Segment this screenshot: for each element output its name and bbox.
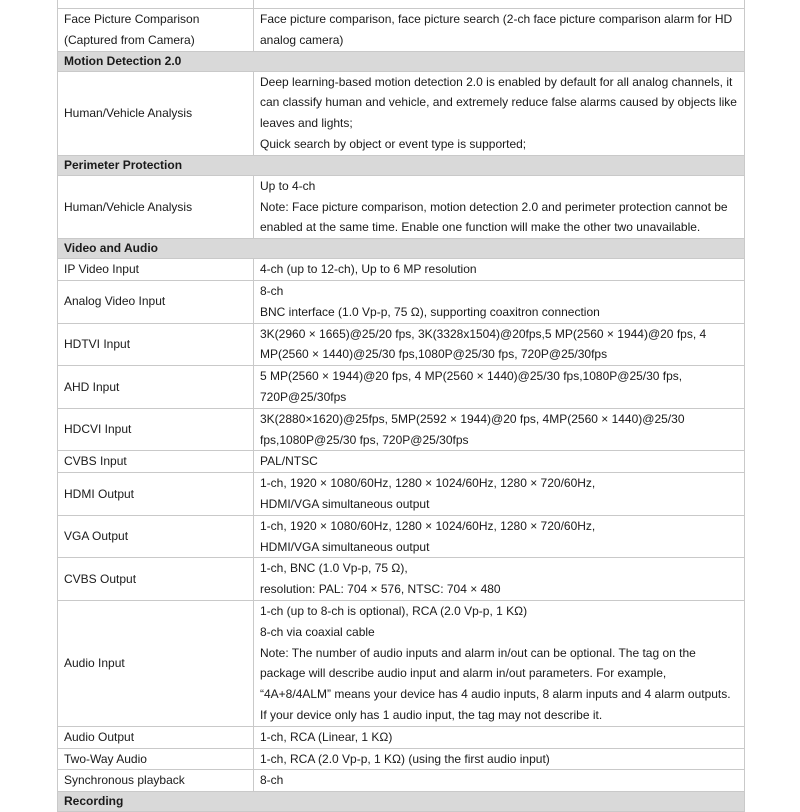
spec-value-line: 8-ch xyxy=(260,283,284,298)
spec-value xyxy=(254,0,745,9)
spec-row xyxy=(58,515,745,558)
spec-label: HDMI Output xyxy=(58,473,254,516)
spec-value-line: 5 MP(2560 × 1944)@20 fps, 4 MP(2560 × 1440)@25/30 fps,1080P@25/30 fps, 720P@25/30fps xyxy=(260,369,683,404)
spec-row xyxy=(58,71,745,155)
spec-label: Synchronous playback xyxy=(58,770,254,792)
spec-label: AHD Input xyxy=(58,366,254,409)
spec-value-line: 8-ch xyxy=(260,773,284,788)
section-header-row xyxy=(58,155,745,175)
spec-row xyxy=(58,451,745,473)
spec-value-line: Quick search by object or event type is supported; xyxy=(260,136,527,151)
spec-label: VGA Output xyxy=(58,515,254,558)
spec-value xyxy=(254,770,745,792)
spec-label: Audio Output xyxy=(58,726,254,748)
spec-value xyxy=(254,726,745,748)
spec-value xyxy=(254,259,745,281)
spec-value xyxy=(254,9,745,52)
section-header-row xyxy=(58,792,745,812)
spec-value-line: BNC interface (1.0 Vp-p, 75 Ω), supporting coaxitron connection xyxy=(260,304,600,319)
spec-value-line: 3K(2880×1620)@25fps, 5MP(2592 × 1944)@20 fps, 4MP(2560 × 1440)@25/30 fps,1080P@25/30 fps, 720P@25/30fps xyxy=(260,411,685,447)
spec-label xyxy=(58,0,254,9)
spec-value xyxy=(254,175,745,238)
spec-value-line: 1-ch, RCA (Linear, 1 KΩ) xyxy=(260,729,393,744)
spec-value-line: HDMI/VGA simultaneous output xyxy=(260,539,430,554)
spec-value xyxy=(254,366,745,409)
spec-row xyxy=(58,259,745,281)
spec-value-line: Note: The number of audio inputs and alarm in/out can be optional. The tag on the package will describe audio input and alarm in/out parameters. For example, “4A+8/4ALM” means your device has 4 audio inputs, 8 alarm inputs and 4 alarm outputs. If your device only has 1 audio input, the tag may not describe it. xyxy=(260,645,731,722)
spec-value xyxy=(254,451,745,473)
spec-value xyxy=(254,408,745,451)
spec-value xyxy=(254,748,745,770)
spec-label: Two-Way Audio xyxy=(58,748,254,770)
section-title: Recording xyxy=(58,792,745,812)
spec-value-line: resolution: PAL: 704 × 576, NTSC: 704 × 480 xyxy=(260,582,501,597)
spec-row xyxy=(58,323,745,366)
spec-value-line: PAL/NTSC xyxy=(260,454,318,469)
spec-value xyxy=(254,280,745,323)
spec-value-line: 1-ch, BNC (1.0 Vp-p, 75 Ω), xyxy=(260,561,408,576)
spec-label: Audio Input xyxy=(58,600,254,726)
section-header-row xyxy=(58,239,745,259)
spec-value xyxy=(254,558,745,601)
spec-row xyxy=(58,9,745,52)
spec-row xyxy=(58,770,745,792)
spec-value-line: 4-ch (up to 12-ch), Up to 6 MP resolution xyxy=(260,262,477,277)
section-title: Motion Detection 2.0 xyxy=(58,51,745,71)
section-title: Perimeter Protection xyxy=(58,155,745,175)
spec-label: HDCVI Input xyxy=(58,408,254,451)
spec-row xyxy=(58,175,745,238)
spec-row xyxy=(58,280,745,323)
spec-value-line: 1-ch (up to 8-ch is optional), RCA (2.0 Vp-p, 1 KΩ) xyxy=(260,603,528,618)
spec-label: Human/Vehicle Analysis xyxy=(58,175,254,238)
spec-value-line: HDMI/VGA simultaneous output xyxy=(260,496,430,511)
section-title: Video and Audio xyxy=(58,239,745,259)
spec-row xyxy=(58,366,745,409)
spec-value-line: 1-ch, 1920 × 1080/60Hz, 1280 × 1024/60Hz, 1280 × 720/60Hz, xyxy=(260,518,596,533)
spec-row xyxy=(58,558,745,601)
spec-value-line: 1-ch, 1920 × 1080/60Hz, 1280 × 1024/60Hz, 1280 × 720/60Hz, xyxy=(260,476,596,491)
section-header-row xyxy=(58,51,745,71)
spec-row xyxy=(58,473,745,516)
spec-label: HDTVI Input xyxy=(58,323,254,366)
spec-label: Human/Vehicle Analysis xyxy=(58,71,254,155)
spec-label: CVBS Input xyxy=(58,451,254,473)
spec-row xyxy=(58,600,745,726)
spec-row xyxy=(58,748,745,770)
spec-value-line: 1-ch, RCA (2.0 Vp-p, 1 KΩ) (using the first audio input) xyxy=(260,751,550,766)
spec-label: Analog Video Input xyxy=(58,280,254,323)
spec-value xyxy=(254,515,745,558)
spec-value xyxy=(254,71,745,155)
spec-value-line: Deep learning-based motion detection 2.0 is enabled by default for all analog channels, it can classify human and vehicle, and extremely reduce false alarms caused by objects like leaves and lights; xyxy=(260,74,737,131)
spec-value-line: Up to 4-ch xyxy=(260,178,316,193)
spec-value-line: Note: Face picture comparison, motion detection 2.0 and perimeter protection cannot be enabled at the same time. Enable one function will make the other two unavailable. xyxy=(260,199,728,235)
spec-row xyxy=(58,726,745,748)
spec-table-body xyxy=(58,0,745,812)
spec-label: CVBS Output xyxy=(58,558,254,601)
spec-value-line: Face picture comparison, face picture search (2-ch face picture comparison alarm for HD analog camera) xyxy=(260,12,733,47)
spec-label: Face Picture Comparison (Captured from Camera) xyxy=(58,9,254,52)
spec-row xyxy=(58,0,745,9)
spec-label: IP Video Input xyxy=(58,259,254,281)
spec-value xyxy=(254,473,745,516)
spec-row xyxy=(58,408,745,451)
spec-value-line: 8-ch via coaxial cable xyxy=(260,624,375,639)
spec-value xyxy=(254,600,745,726)
spec-value-line: 3K(2960 × 1665)@25/20 fps, 3K(3328x1504)@20fps,5 MP(2560 × 1944)@20 fps, 4 MP(2560 × 1440)@25/30 fps,1080P@25/30 fps, 720P@25/30fps xyxy=(260,326,707,362)
spec-table xyxy=(57,0,745,812)
spec-value xyxy=(254,323,745,366)
